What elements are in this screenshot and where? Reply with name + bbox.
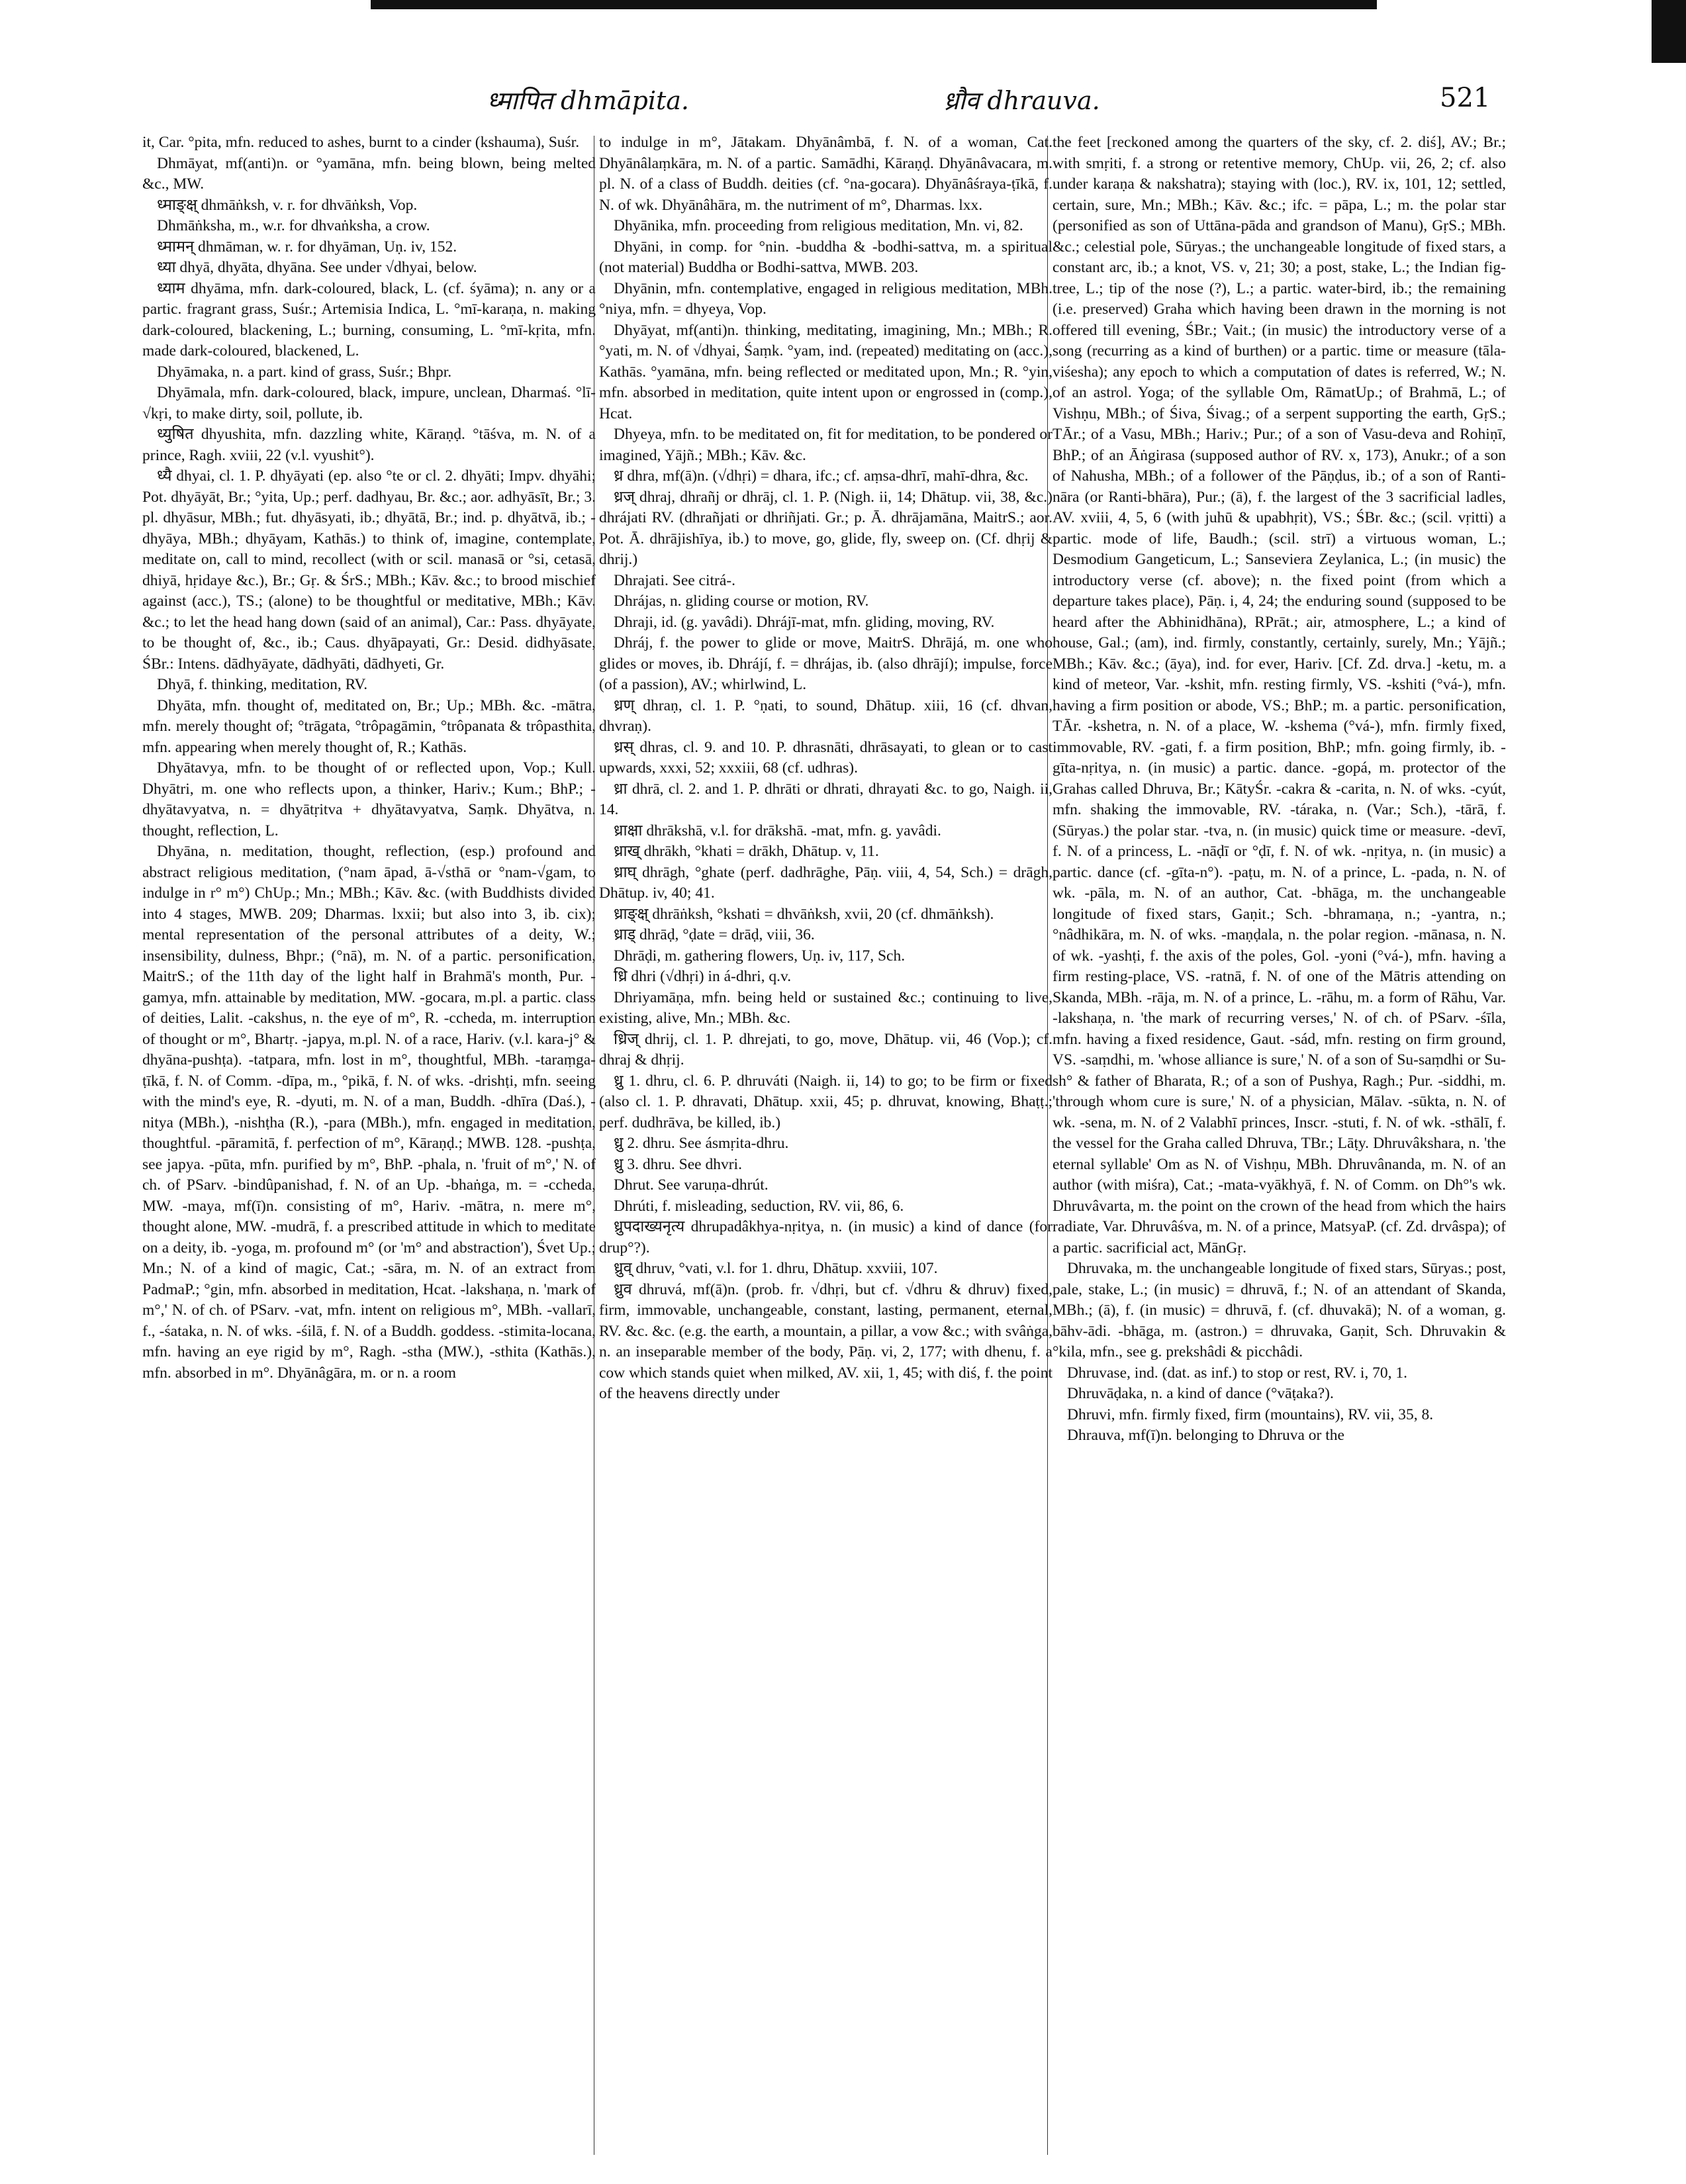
- dictionary-entry: Dhyeya, mfn. to be meditated on, fit for meditation, to be pondered or imagined, Yājñ.; MBh.; Kāv. &c.: [599, 426, 1053, 464]
- dictionary-entry: Dhyānika, mfn. proceeding from religious meditation, Mn. vi, 82.: [614, 217, 1023, 234]
- dictionary-entry: Dhruvaka, m. the unchangeable longitude of fixed stars, Sūryas.; post, pale, stake, L.; (in music) = dhruvā, f.; N. of an attendant of Skanda, MBh.; (ā), f. (in music) = dhruvā, f. (cf. dhuvakā); N. of a woman, g. bāhv-ādi. -bhāga, m. (astron.) = dhruvaka, Gaṇit, Sch. Dhruvakin & °kila, mfn., see g. prekshâdi & picchâdi.: [1053, 1260, 1506, 1360]
- dictionary-entry: Dhruvase, ind. (dat. as inf.) to stop or rest, RV. i, 70, 1.: [1067, 1364, 1407, 1382]
- dictionary-column-2: [599, 132, 1053, 2158]
- dictionary-entry: ध्राड् dhrāḍ, °ḍate = drāḍ, viii, 36.: [614, 926, 815, 943]
- dictionary-entry: ध्राङ्क्ष् dhrāṅksh, °kshati = dhvāṅksh, xvii, 20 (cf. dhmāṅksh).: [614, 905, 994, 923]
- dictionary-entry: Dhyāmala, mfn. dark-coloured, black, impure, unclean, Dharmaś. °lī-√kṛi, to make dirty, soil, pollute, ib.: [142, 384, 596, 422]
- dictionary-entry: ध्रुव dhruvá, mf(ā)n. (prob. fr. √dhṛi, but cf. √dhru & dhruv) fixed, firm, immovable, unchangeable, constant, lasting, permanent, eternal, RV. &c. &c. (e.g. the earth, a mountain, a pillar, a vow &c.; with svâṅga, n. an inseparable member of the body, Pāṇ. vi, 2, 177; with dhenu, f. a cow which stands quiet when milked, AV. xii, 1, 45; with diś, f. the point of the heavens directly under: [599, 1280, 1053, 1402]
- dictionary-entry: ध्र dhra, mf(ā)n. (√dhṛi) = dhara, ifc.; cf. aṃsa-dhrī, mahī-dhra, &c.: [614, 467, 1029, 485]
- dictionary-entry: Dhráj, f. the power to glide or move, MaitrS. Dhrājá, m. one who glides or moves, ib. Dhrájí, f. = dhrájas, ib. (also dhrājí); impulse, force (of a passion), AV.; whirlwind, L.: [599, 634, 1053, 693]
- dictionary-column-3: [1053, 132, 1506, 2158]
- dictionary-entry: ध्राक्षा dhrākshā, v.l. for drākshā. -mat, mfn. g. yavâdi.: [614, 822, 941, 839]
- dictionary-entry: Dhyāyat, mf(anti)n. thinking, meditating, imagining, Mn.; MBh.; R. °yati, m. N. of √dhyai, Śaṃk. °yam, ind. (repeated) meditating on (acc.), Kathās. °yamāna, mfn. being reflected or meditated upon, Mn.; R. °yin, mfn. absorbed in meditation, quite intent upon or engrossed in (comp.), Hcat.: [599, 321, 1053, 422]
- dictionary-entry: ध्रुव् dhruv, °vati, v.l. for 1. dhru, Dhātup. xxviii, 107.: [614, 1260, 938, 1277]
- dictionary-entry: to indulge in m°, Jātakam. Dhyānâmbā, f. N. of a woman, Cat. Dhyānâlaṃkāra, m. N. of a partic. Samādhi, Kāraṇḍ. Dhyānâvacara, m. pl. N. of a class of Buddh. deities (cf. °na-gocara). Dhyānâśraya-ṭīkā, f. N. of wk. Dhyānâhāra, m. the nutriment of m°, Dharmas. lxx.: [599, 134, 1053, 214]
- dictionary-entry: ध्राघ् dhrāgh, °ghate (perf. dadhrāghe, Pāṇ. viii, 4, 54, Sch.) = drāgh, Dhātup. iv, 40; 41.: [599, 863, 1053, 902]
- dictionary-entry: ध्युषित dhyushita, mfn. dazzling white, Kāraṇḍ. °tāśva, m. N. of a prince, Ragh. xviii, 22 (v.l. vyushit°).: [142, 426, 596, 464]
- dictionary-entry: Dhriyamāṇa, mfn. being held or sustained &c.; continuing to live, existing, alive, Mn.; MBh. &c.: [599, 988, 1053, 1027]
- dictionary-entry: Dhruvāḍaka, n. a kind of dance (°vāṭaka?).: [1067, 1385, 1334, 1402]
- dictionary-entry: it, Car. °pita, mfn. reduced to ashes, burnt to a cinder (kshauma), Suśr.: [142, 134, 580, 151]
- dictionary-entry: ध्रुपदाख्यनृत्य dhrupadâkhya-nṛitya, n. (in music) a kind of dance (for drup°?).: [599, 1218, 1053, 1257]
- dictionary-entry: Dhyāna, n. meditation, thought, reflection, (esp.) profound and abstract religious meditation, (°nam āpad, ā-√sthā or °nam-√gam, to indulge in r° m°) ChUp.; Mn.; MBh.; Kāv. &c. (with Buddhists divided into 4 stages, MWB. 209; Dharmas. lxxii; but also into 3, ib. cix); mental representation of the personal attributes of a deity, W.; insensibility, dulness, Bhpr.; (°nā), m. N. of a partic. personification, MaitrS.; of the 11th day of the light half in Brahmā's month, Pur. -gamya, mfn. attainable by meditation, MW. -gocara, m.pl. a partic. class of deities, Lalit. -cakshus, n. the eye of m°, R. -ccheda, m. interruption of thought or m°, Bhartṛ. -japya, m.pl. N. of a race, Hariv. (v.l. kara-j° & dhyāna-pushṭa). -tatpara, mfn. lost in m°, thoughtful, MBh. -taraṃga-ṭīkā, f. N. of Comm. -dīpa, m., °pikā, f. N. of wks. -drishṭi, mfn. seeing with the mind's eye, R. -dyuti, m. N. of a man, Buddh. -dhīra (Daś.), -nitya (MBh.), -nishṭha (R.), -para (MBh.), mfn. engaged in meditation, thoughtful. -pāramitā, f. perfection of m°, Kāraṇḍ.; MWB. 128. -pushṭa, see japya. -pūta, mfn. purified by m°, BhP. -phala, n. 'fruit of m°,' N. of ch. of PSarv. -bindûpanishad, f. N. of an Up. -bhaṅga, m. = -ccheda, MW. -maya, mf(ī)n. consisting of m°, Hariv. -mātra, n. mere m°, thought alone, MW. -mudrā, f. a prescribed attitude in which to meditate on a deity, ib. -yoga, m. profound m° (or 'm° and abstraction'), Śvet Up.; Mn.; N. of a kind of magic, Cat.; -sāra, m. N. of an extract from PadmaP.; °gin, mfn. absorbed in meditation, Hcat. -lakshaṇa, n. 'mark of m°,' N. of ch. of PSarv. -vat, mfn. intent on religious m°, MBh. -vallarī, f., -śataka, n. N. of wks. -śilā, f. N. of a Buddh. goddess. -stimita-locana, mfn. having an eye rigid by m°, Ragh. -stha (MW.), -sthita (Kathās.), mfn. absorbed in m°. Dhyānâgāra, m. or n. a room: [142, 843, 596, 1382]
- scan-corner-mark: [1652, 0, 1686, 63]
- dictionary-entry: ध्रु 2. dhru. See ásmṛita-dhru.: [614, 1135, 789, 1152]
- dictionary-entry: Dhyātavya, mfn. to be thought of or reflected upon, Vop.; Kull. Dhyātri, m. one who reflects upon, a thinker, Hariv.; Kum.; BhP.; -dhyātavyatva, n. = dhyātṛitva + dhyātavyatva, Saṃk. Dhyātva, n. thought, reflection, L.: [142, 759, 596, 839]
- dictionary-entry: ध्रा dhrā, cl. 2. and 1. P. dhrāti or dhrati, dhrayati &c. to go, Naigh. ii, 14.: [599, 780, 1053, 818]
- dictionary-entry: ध्रस् dhras, cl. 9. and 10. P. dhrasnāti, dhrāsayati, to glean or to cast upwards, xxxi, 52; xxxiii, 68 (cf. udhras).: [599, 738, 1053, 777]
- page-number: 521: [1440, 83, 1491, 113]
- dictionary-entry: ध्याम dhyāma, mfn. dark-coloured, black, L. (cf. śyāma); n. any or a partic. fragrant grass, Suśr.; Artemisia Indica, L. °mī-karaṇa, n. making dark-coloured, blackening, L.; burning, consuming, L. °mī-kṛita, mfn. made dark-coloured, blackened, L.: [142, 279, 596, 359]
- dictionary-entry: Dhyānin, mfn. contemplative, engaged in religious meditation, MBh. °niya, mfn. = dhyeya, Vop.: [599, 279, 1053, 318]
- dictionary-entry: ध्या dhyā, dhyāta, dhyāna. See under √dhyai, below.: [157, 259, 477, 276]
- dictionary-entry: Dhrauva, mf(ī)n. belonging to Dhruva or the: [1067, 1427, 1344, 1444]
- dictionary-entry: the feet [reckoned among the quarters of the sky, cf. 2. diś], AV.; Br.; with smṛiti, f. a strong or retentive memory, ChUp. vii, 26, 2; cf. also under karaṇa & nakshatra); staying with (loc.), RV. ix, 101, 12; settled, certain, sure, Mn.; MBh.; Kāv. &c.; ifc. = pāpa, L.; m. the polar star (personified as son of Uttāna-pāda and grandson of Manu), GṛS.; MBh. &c.; celestial pole, Sūryas.; the unchangeable longitude of fixed stars, a constant arc, ib.; a knot, VS. v, 21; 30; a post, stake, L.; the Indian fig-tree, L.; tip of the nose (?), L.; a partic. water-bird, ib.; the remaining (i.e. preserved) Graha which having been drawn in the morning is not offered till evening, ŚBr.; Vait.; (in music) the introductory verse of a song (recurring as a kind of burthen) or a partic. time or measure (tāla-viśesha); any epoch to which a computation of dates is referred, W.; N. of an astrol. Yoga; of the syllable Om, RāmatUp.; of Brahmā, L.; of Vishṇu, MBh.; of Śiva, Śivag.; of a serpent supporting the earth, GṛS.; TĀr.; of a Vasu, MBh.; Hariv.; Pur.; of a son of Vasu-deva and Rohiṇī, BhP.; of an Āṅgirasa (supposed author of RV. x, 173), Anukr.; of a son of Nahusha, MBh.; of a follower of the Pāṇḍus, ib.; of a son of Ranti-nāra (or Ranti-bhāra), Pur.; (ā), f. the largest of the 3 sacrificial ladles, AV. xviii, 4, 5, 6 (with juhū & upabhṛit), VS.; ŚBr. &c.; (scil. vṛitti) a partic. mode of life, Baudh.; (scil. strī) a virtuous woman, L.; Desmodium Gangeticum, L.; Sanseviera Zeylanica, L.; (in music) the introductory verse (cf. above); n. the fixed point (from which a departure takes place), Pāṇ. i, 4, 24; the enduring sound (supposed to be heard after the Abhinidhāna), RPrāt.; air, atmosphere, L.; a kind of house, Gal.; (am), ind. firmly, constantly, certainly, surely, Mn.; Yājñ.; MBh.; Kāv. &c.; (āya), ind. for ever, Hariv. [Cf. Zd. drva.] -ketu, m. a kind of meteor, Var. -kshit, mfn. resting firmly, VS. -kshiti (°vá-), mfn. having a firm position or abode, VS.; BhP.; m. a partic. personification, TĀr. -kshetra, n. N. of a place, W. -kshema (°vá-), mfn. firmly fixed, immovable, RV. -gati, f. a firm position, BhP.; mfn. going firmly, ib. -gīta-nṛitya, n. (in music) a partic. dance. -gopá, m. protector of the Grahas called Dhruva, Br.; KātyŚr. -cakra & -carita, n. N. of wks. -cyút, mfn. shaking the immovable, RV. -táraka, n. (Var.; Sch.), -tārā, f. (Sūryas.) the polar star. -tva, n. (in music) quick time or measure. -devī, f. N. of a princess, L. -nāḍī or °ḍī, f. N. of wk. -nṛitya, n. (in music) a partic. dance (cf. -gīta-n°). -paṭu, m. N. of a prince, L. -pada, n. N. of wk. -pāla, m. N. of an author, Cat. -bhāga, m. the unchangeable longitude of fixed stars, Gaṇit.; Sch. -bhramaṇa, n.; -yantra, n.; °nâdhikāra, m. N. of wks. -maṇḍala, n. the polar region. -mānasa, n. N. of wk. -yashṭi, f. the axis of the poles, Gol. -yoni (°vá-), mfn. having a firm resting-place, VS. -ratnā, f. N. of one of the Mātris attending on Skanda, MBh. -rāja, m. N. of a prince, L. -rāhu, m. a form of Rāhu, Var. -lakshaṇa, n. 'the mark of recurring verses,' N. of ch. of PSarv. -śīla, mfn. having a fixed residence, Gaut. -sád, mfn. resting on firm ground, VS. -saṃdhi, m. 'whose alliance is sure,' N. of a son of Su-saṃdhi or Su-sh° & father of Bharata, R.; of a son of Pushya, Ragh.; Pur. -siddhi, m. 'through whom cure is sure,' N. of a physician, Mālav. -sūkta, n. N. of wk. -sena, m. N. of 2 Valabhī princes, Inscr. -stuti, f. N. of wk. -sthālī, f. the vessel for the Graha called Dhruva, TBr.; Lāṭy. Dhruvâkshara, n. 'the eternal syllable' Om as N. of Vishṇu, MBh. Dhruvânanda, m. N. of an author (with miśra), Cat.; -mata-vyākhyā, f. N. of Comm. on Dh°'s wk. Dhruvâvarta, m. the point on the crown of the head from which the hairs radiate, Var. Dhruvâśva, m. N. of a prince, MatsyaP. (cf. Zd. drvâspa); of a partic. sacrificial act, MānGṛ.: [1053, 134, 1506, 1257]
- dictionary-entry: Dhrájas, n. gliding course or motion, RV.: [614, 593, 869, 610]
- dictionary-entry: ध्राख् dhrākh, °khati = drākh, Dhātup. v, 11.: [614, 843, 879, 860]
- scan-edge-bar: [371, 0, 1377, 9]
- dictionary-entry: Dhmāṅksha, m., w.r. for dhvaṅksha, a crow.: [157, 217, 430, 234]
- dictionary-entry: Dhraji, id. (g. yavâdi). Dhrájī-mat, mfn. gliding, moving, RV.: [614, 613, 995, 631]
- dictionary-column-1: [142, 132, 596, 2158]
- dictionary-entry: ध्रिज् dhrij, cl. 1. P. dhrejati, to go, move, Dhātup. vii, 46 (Vop.); cf. dhraj & dhṛij.: [599, 1030, 1053, 1068]
- dictionary-entry: Dhyā, f. thinking, meditation, RV.: [157, 676, 368, 693]
- dictionary-entry: ध्रि dhri (√dhṛi) in á-dhri, q.v.: [614, 968, 792, 985]
- dictionary-entry: Dhmāyat, mf(anti)n. or °yamāna, mfn. being blown, being melted &c., MW.: [142, 154, 596, 193]
- dictionary-entry: ध्रज् dhraj, dhrañj or dhrāj, cl. 1. P. (Nigh. ii, 14; Dhātup. vii, 38, &c.) dhrájati RV. (dhrañjati or dhriñjati. Gr.; p. Ā. dhrājamāna, MaitrS.; aor. Pot. Ā. dhrājishīya, ib.) to move, go, glide, fly, sweep on. (Cf. dhṛij & dhrij.): [599, 488, 1053, 568]
- dictionary-entry: Dhyāni, in comp. for °nin. -buddha & -bodhi-sattva, m. a spiritual (not material) Buddha or Bodhi-sattva, MWB. 203.: [599, 238, 1053, 276]
- header-right-word: ध्रौव dhrauva.: [943, 86, 1100, 115]
- dictionary-entry: Dhrāḍi, m. gathering flowers, Uṇ. iv, 117, Sch.: [614, 947, 906, 965]
- dictionary-entry: ध्यै dhyai, cl. 1. P. dhyāyati (ep. also °te or cl. 2. dhyāti; Impv. dhyāhi; Pot. dhyāyāt, Br.; °yita, Up.; perf. dadhyau, Br. &c.; aor. adhyāsīt, Br.; 3. pl. dhyāsur, MBh.; fut. dhyāsyati, ib.; dhyātā, Br.; ind. p. dhyātvā, ib.; -dhyāya, MBh.; dhyāyam, Kathās.) to think of, imagine, contemplate, meditate on, call to mind, recollect (with or scil. manasā or °si, cetasā, dhiyā, hṛidaye &c.), Br.; Gṛ. & ŚrS.; MBh.; Kāv. &c.; to brood mischief against (acc.), TS.; (alone) to be thoughtful or meditative, MBh.; Kāv. &c.; to let the head hang down (said of an animal), Car.: Pass. dhyāyate, to be thought of, &c., ib.; Caus. dhyāpayati, Gr.: Desid. didhyāsate, ŚBr.: Intens. dādhyāyate, dādhyāti, dādhyeti, Gr.: [142, 467, 596, 673]
- dictionary-entry: Dhrúti, f. misleading, seduction, RV. vii, 86, 6.: [614, 1197, 904, 1215]
- dictionary-entry: Dhyāta, mfn. thought of, meditated on, Br.; Up.; MBh. &c. -mātra, mfn. merely thought of; °trāgata, °trôpagāmin, °trôpanata & trôpasthita, mfn. appearing when merely thought of, R.; Kathās.: [142, 696, 596, 756]
- dictionary-entry: Dhruvi, mfn. firmly fixed, firm (mountains), RV. vii, 35, 8.: [1067, 1405, 1434, 1423]
- header-left-word: ध्मापित dhmāpita.: [487, 86, 689, 115]
- dictionary-entry: ध्रु 3. dhru. See dhvri.: [614, 1155, 742, 1173]
- dictionary-entry: Dhrut. See varuṇa-dhrút.: [614, 1176, 769, 1194]
- dictionary-entry: ध्रण् dhraṇ, cl. 1. P. °ṇati, to sound, Dhātup. xiii, 16 (cf. dhvan, dhvraṇ).: [599, 696, 1053, 735]
- dictionary-entry: ध्मामन् dhmāman, w. r. for dhyāman, Uṇ. iv, 152.: [157, 238, 457, 256]
- dictionary-entry: ध्रु 1. dhru, cl. 6. P. dhruváti (Naigh. ii, 14) to go; to be firm or fixed (also cl. 1. P. dhravati, Dhātup. xxii, 45; p. dhruvat, knowing, Bhaṭṭ.; perf. dudhrāva, be killed, ib.): [599, 1072, 1053, 1131]
- dictionary-entry: Dhyāmaka, n. a part. kind of grass, Suśr.; Bhpr.: [157, 363, 452, 381]
- dictionary-entry: ध्माङ्क्ष् dhmāṅksh, v. r. for dhvāṅksh, Vop.: [157, 196, 418, 214]
- running-header: [0, 83, 1686, 129]
- dictionary-entry: Dhrajati. See citrá-.: [614, 571, 735, 589]
